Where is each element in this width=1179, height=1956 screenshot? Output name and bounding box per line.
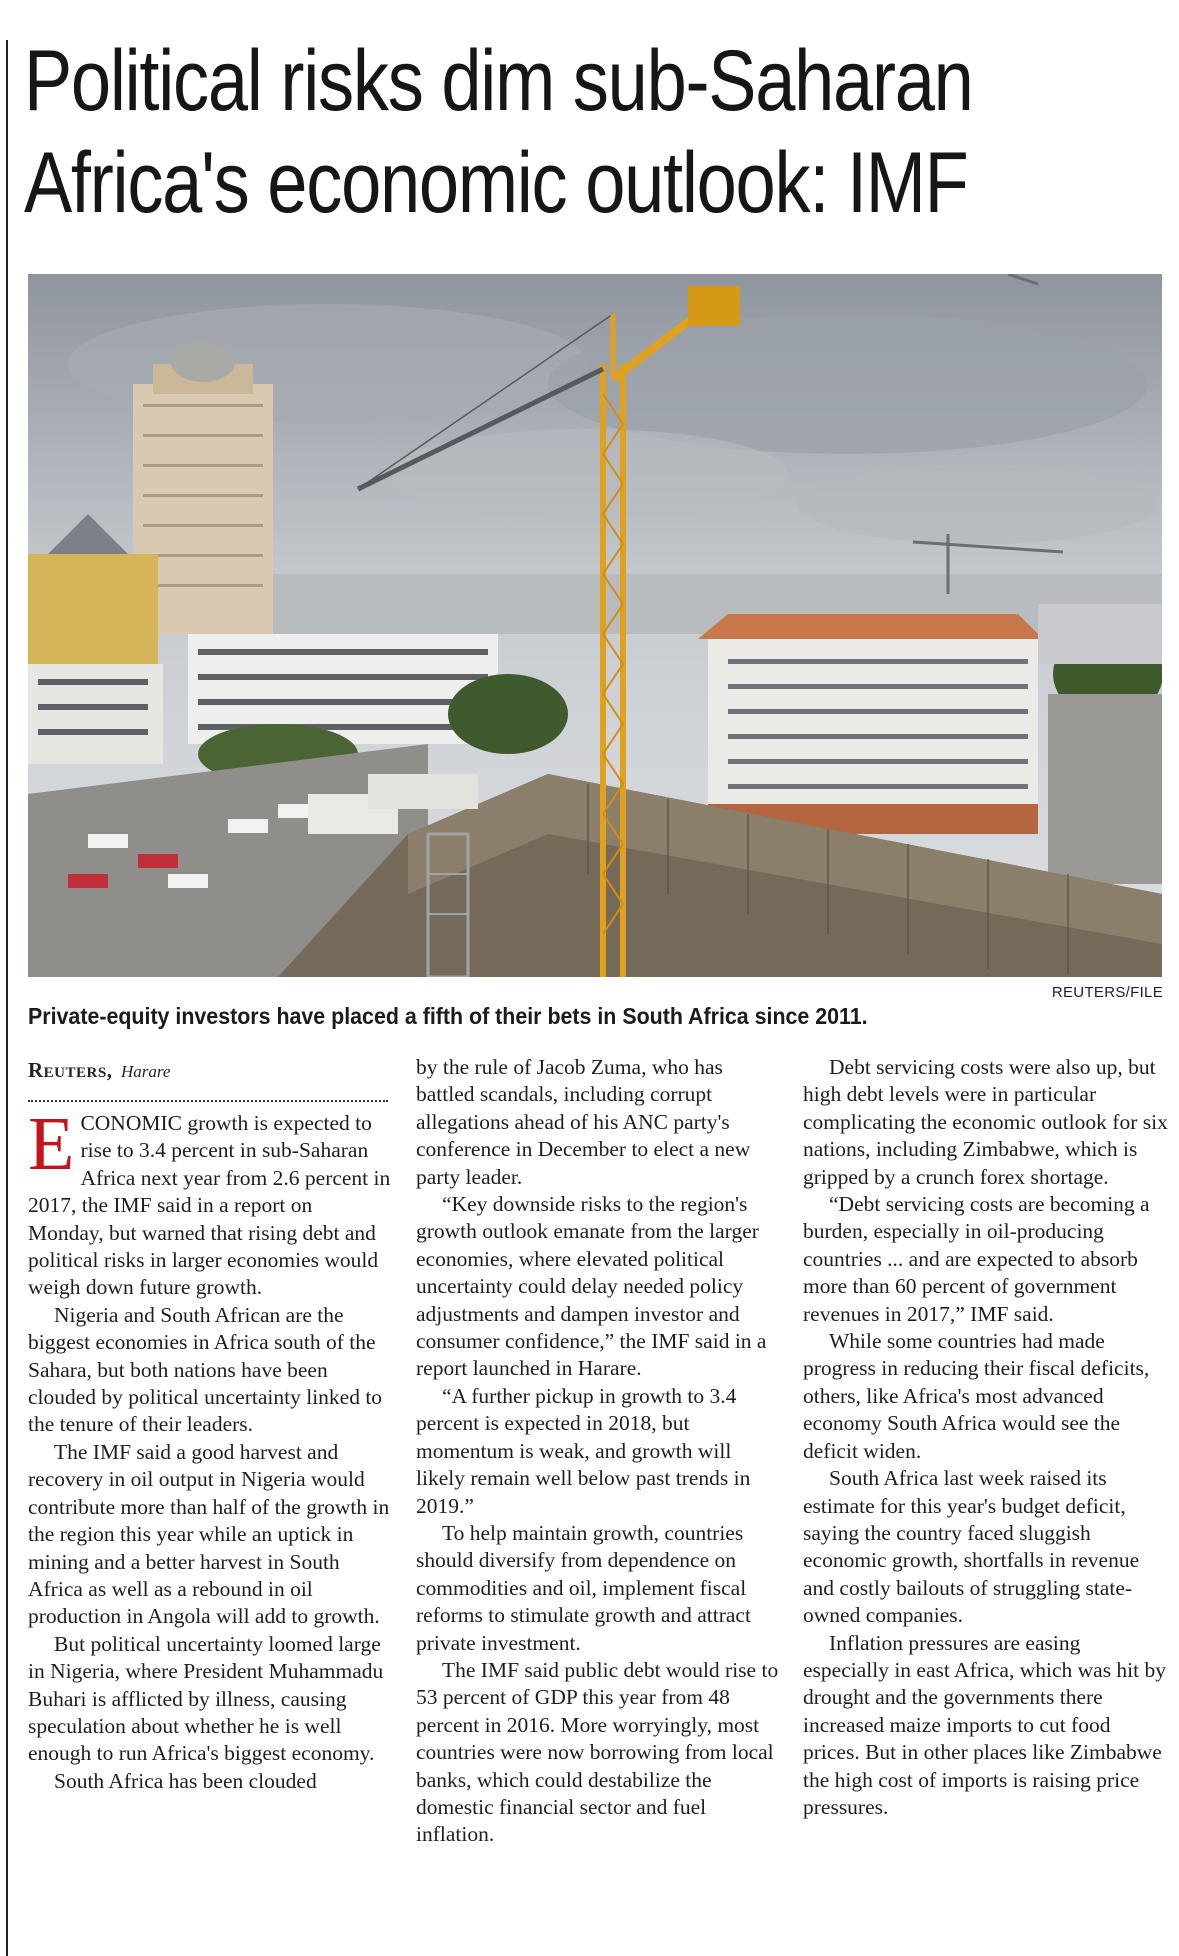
body-paragraph: But political uncertainty loomed large in Nigeria, where President Muhammadu Buhari is afflicted by illness, causing speculation about whether he is well enough to run Africa's biggest economy. [28, 1631, 384, 1766]
lead-paragraph: ECONOMIC growth is expected to rise to 3.4 percent in sub-Saharan Africa next year from 2.6 percent in 2017, the IMF said in a report on Monday, but warned that rising debt and political risks in larger economies would weigh down future growth. [28, 1102, 391, 1300]
body-paragraph: To help maintain growth, countries should diversify from dependence on commodities and oil, implement fiscal reforms to stimulate growth and attract private investment. [416, 1520, 751, 1655]
body-paragraph: South Africa has been clouded [54, 1768, 317, 1793]
byline-divider [28, 1100, 388, 1102]
headline-line-2: Africa's economic outlook: IMF [24, 135, 968, 231]
body-paragraph: Debt servicing costs were also up, but high debt levels were in particular complicating the economic outlook for six nations, including Zimbabwe, which is gripped by a crunch forex shortage. [803, 1055, 1168, 1189]
body-paragraph: While some countries had made progress in reducing their fiscal deficits, others, like Africa's most advanced economy South Africa would see the deficit widen. [803, 1329, 1150, 1463]
photo-credit: REUTERS/FILE [1051, 984, 1163, 1001]
body-paragraph: Inflation pressures are easing especially in east Africa, which was hit by drought and the governments there increased maize imports to cut food prices. But in other places like Zimbabwe the high cost of imports is raising price pressures. [803, 1630, 1167, 1819]
drop-cap: E [28, 1102, 75, 1186]
article-column-3 [803, 1054, 1168, 1821]
construction-site-photo [28, 274, 1162, 977]
body-paragraph: Nigeria and South African are the biggest economies in Africa south of the Sahara, but both nations have been clouded by political uncertainty linked to the tenure of their leaders. [28, 1302, 383, 1437]
article-column-1 [28, 1102, 393, 1795]
headline-line-1: Political risks dim sub-Saharan [24, 33, 973, 129]
photo-caption: Private-equity investors have placed a fifth of their bets in South Africa since 2011. [28, 1003, 868, 1029]
body-paragraph: The IMF said public debt would rise to 53 percent of GDP this year from 48 percent in 2016. More worryingly, most countries were now borrowing from local banks, which could destabilize the domestic financial sector and fuel inflation. [416, 1657, 779, 1847]
body-paragraph: “Debt servicing costs are becoming a burden, especially in oil-producing countries ... and are expected to absorb more than 60 percent of government revenues in 2017,” IMF said. [803, 1192, 1150, 1326]
body-paragraph: South Africa last week raised its estimate for this year's budget deficit, saying the country faced sluggish economic growth, shortfalls in revenue and costly bailouts of struggling state-owned companies. [803, 1466, 1140, 1628]
byline-agency: Reuters, [28, 1058, 113, 1082]
byline [28, 1058, 170, 1083]
body-paragraph: “A further pickup in growth to 3.4 percent is expected in 2018, but momentum is weak, and growth will likely remain well below past trends in 2019.” [416, 1383, 751, 1518]
body-paragraph: The IMF said a good harvest and recovery in oil output in Nigeria would contribute more than half of the growth in the region this year while an uptick in mining and a better harvest in South Africa as well as a rebound in oil production in Angola will add to growth. [28, 1439, 390, 1629]
byline-place: Harare [120, 1062, 171, 1081]
article-column-2 [416, 1054, 781, 1849]
body-paragraph: by the rule of Jacob Zuma, who has battled scandals, including corrupt allegations ahead of his ANC party's conference in December to elect a new party leader. [416, 1055, 751, 1189]
left-column-rule [6, 40, 8, 1956]
body-paragraph: “Key downside risks to the region's growth outlook emanate from the larger economies, where elevated political uncertainty could delay needed policy adjustments and dampen investor and consumer confidence,” the IMF said in a report launched in Harare. [416, 1192, 767, 1381]
headline [24, 30, 982, 234]
